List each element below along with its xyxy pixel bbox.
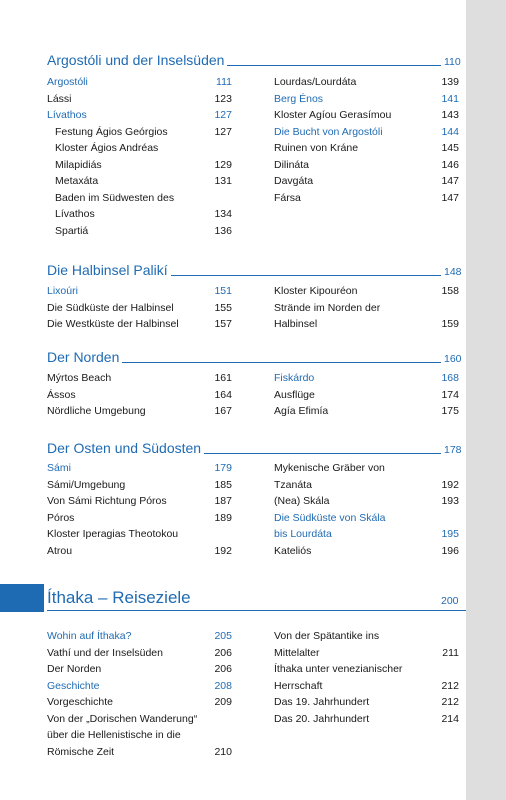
toc-entry[interactable]: Lixoúri 151 xyxy=(47,285,232,297)
toc-entry[interactable]: Der Norden 206 xyxy=(47,663,232,675)
section-title: Argostóli und der Inselsüden xyxy=(47,52,227,68)
chapter-marker xyxy=(0,584,44,612)
toc-entry[interactable]: Das 19. Jahrhundert 212 xyxy=(274,696,459,708)
toc-entry[interactable]: Von der Spätantike ins Mittelalter 211 xyxy=(274,630,459,659)
chapter-page: 200 xyxy=(441,595,459,607)
toc-entry[interactable]: Dilináta 146 xyxy=(274,158,459,171)
toc-entry[interactable]: (Nea) Skála 193 xyxy=(274,495,459,507)
toc-entry[interactable]: Vathí und der Inselsüden 206 xyxy=(47,646,232,659)
toc-entry[interactable]: Strände im Norden der Halbinsel 159 xyxy=(274,301,459,330)
toc-entry[interactable]: Die Bucht von Argostóli 144 xyxy=(274,125,459,138)
section-title: Die Halbinsel Palikí xyxy=(47,262,171,278)
toc-entry[interactable]: Ausflüge 174 xyxy=(274,388,459,401)
page-edge-tab xyxy=(466,0,506,800)
section-page: 110 xyxy=(444,56,461,68)
section-page: 148 xyxy=(444,266,462,278)
toc-entry[interactable]: Wohin auf Íthaka? 205 xyxy=(47,630,232,642)
toc-entry[interactable]: Spartiá 136 xyxy=(55,224,232,237)
toc-entry[interactable]: Geschichte 208 xyxy=(47,679,232,692)
toc-entry[interactable]: Ruinen von Kráne 145 xyxy=(274,142,459,154)
toc-entry[interactable]: Argostóli 111 xyxy=(47,76,232,88)
section-page: 160 xyxy=(444,353,462,365)
toc-entry[interactable]: Póros 189 xyxy=(47,511,232,524)
toc-entry[interactable]: Festung Ágios Geórgios 127 xyxy=(55,125,232,138)
toc-entry[interactable]: Lívathos 127 xyxy=(47,109,232,121)
toc-entry[interactable]: Von Sámi Richtung Póros 187 xyxy=(47,495,232,507)
chapter-rule xyxy=(47,610,466,611)
toc-entry[interactable]: Nördliche Umgebung 167 xyxy=(47,405,232,417)
toc-entry[interactable]: Das 20. Jahrhundert 214 xyxy=(274,712,459,725)
toc-entry[interactable]: Vorgeschichte 209 xyxy=(47,696,232,708)
toc-entry[interactable]: Baden im Südwesten des Lívathos 134 xyxy=(55,191,232,220)
toc-entry[interactable]: Die Südküste der Halbinsel 155 xyxy=(47,301,232,314)
toc-entry[interactable]: Von der „Dorischen Wanderung“ über die Hellenistische in die Römische Zeit 210 xyxy=(47,712,232,758)
toc-entry[interactable]: Sámi 179 xyxy=(47,462,232,474)
chapter-title: Íthaka – Reiseziele xyxy=(47,588,191,607)
section-page: 178 xyxy=(444,444,462,456)
toc-entry[interactable]: Mykenische Gräber von Tzanáta 192 xyxy=(274,462,459,491)
toc-entry[interactable]: Kloster Agíou Gerasímou 143 xyxy=(274,109,459,121)
toc-entry[interactable]: Mýrtos Beach 161 xyxy=(47,372,232,384)
toc-entry[interactable]: Fiskárdo 168 xyxy=(274,372,459,384)
toc-entry[interactable]: Fársa 147 xyxy=(274,191,459,204)
toc-entry[interactable]: Lourdas/Lourdáta 139 xyxy=(274,76,459,88)
toc-entry[interactable]: Agía Efimía 175 xyxy=(274,405,459,417)
toc-entry[interactable]: Íthaka unter venezianischer Herrschaft 212 xyxy=(274,663,459,692)
toc-entry[interactable]: Die Südküste von Skála bis Lourdáta 195 xyxy=(274,511,459,540)
section-title: Der Osten und Südosten xyxy=(47,440,204,456)
toc-entry[interactable]: Kateliós 196 xyxy=(274,544,459,557)
toc-entry[interactable]: Sámi/Umgebung 185 xyxy=(47,478,232,491)
toc-entry[interactable]: Berg Énos 141 xyxy=(274,92,459,105)
toc-entry[interactable]: Metaxáta 131 xyxy=(55,175,232,187)
toc-entry[interactable]: Ássos 164 xyxy=(47,388,232,401)
toc-entry[interactable]: Kloster Iperagias Theotokou Atrou 192 xyxy=(47,528,232,557)
toc-entry[interactable]: Die Westküste der Halbinsel 157 xyxy=(47,318,232,330)
toc-entry[interactable]: Davgáta 147 xyxy=(274,175,459,187)
toc-entry[interactable]: Kloster Ágios Andréas Milapidiás 129 xyxy=(55,142,232,171)
toc-entry[interactable]: Lássi 123 xyxy=(47,92,232,105)
section-title: Der Norden xyxy=(47,349,122,365)
toc-entry[interactable]: Kloster Kipouréon 158 xyxy=(274,285,459,297)
